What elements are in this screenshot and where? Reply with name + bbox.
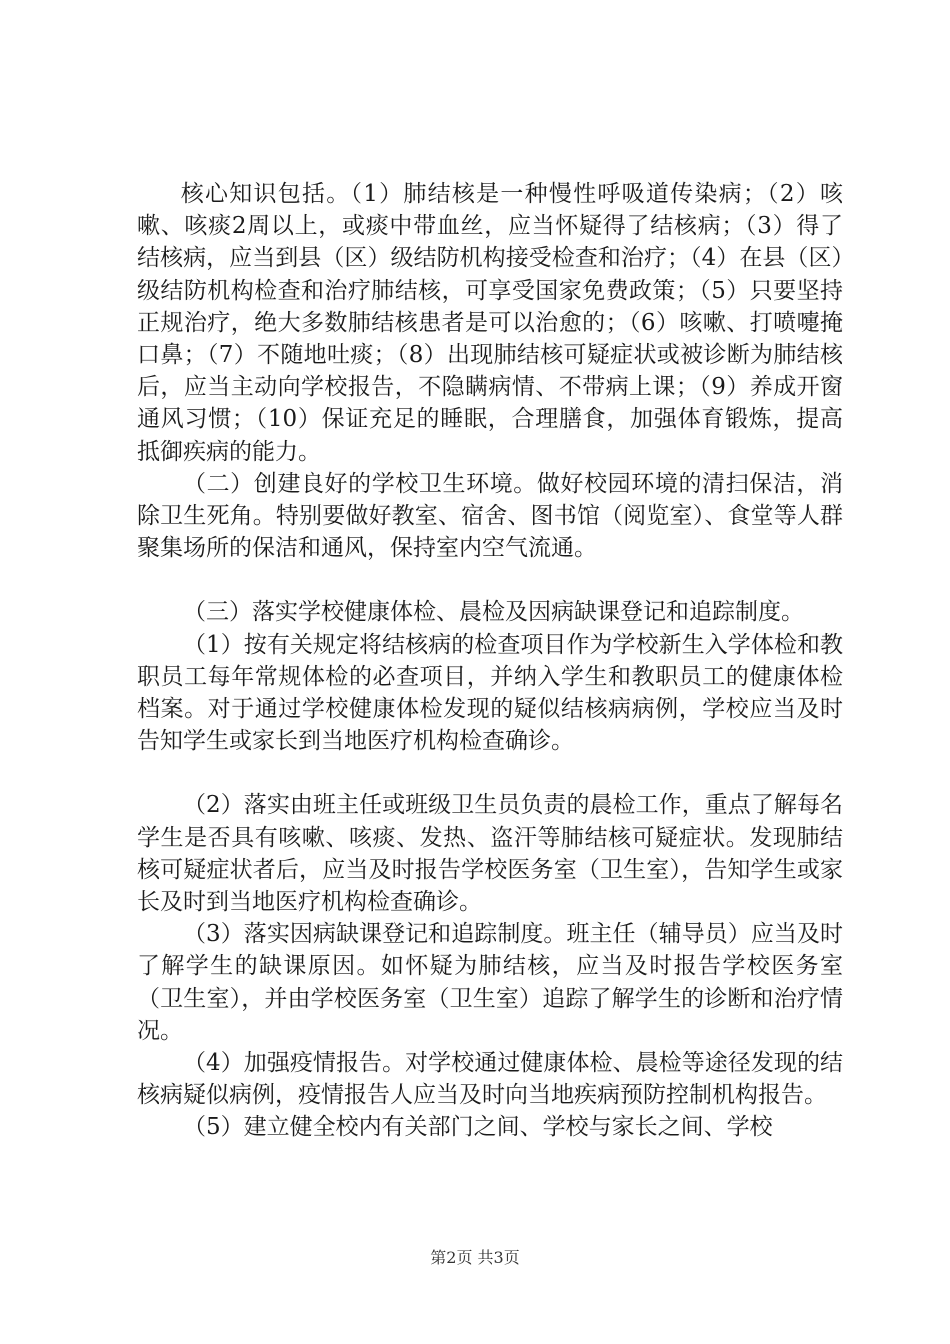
paragraph-item-3: （3）落实因病缺课登记和追踪制度。班主任（辅导员）应当及时了解学生的缺课原因。如怀疑为肺结核，应当及时报告学校医务室（卫生室），并由学校医务室（卫生室）追踪了解学生的诊断和治疗情况。 (137, 921, 843, 1044)
document-body (137, 178, 843, 1144)
paragraph-item-1: （1）按有关规定将结核病的检查项目作为学校新生入学体检和教职员工每年常规体检的必查项目，并纳入学生和教职员工的健康体检档案。对于通过学校健康体检发现的疑似结核病病例，学校应当及时告知学生或家长到当地医疗机构检查确诊。 (137, 631, 843, 755)
paragraph-school-environment: （二）创建良好的学校卫生环境。做好校园环境的清扫保洁，消除卫生死角。特别要做好教室、宿舍、图书馆（阅览室）、食堂等人群聚集场所的保洁和通风，保持室内空气流通。 (137, 470, 843, 562)
paragraph-health-check-heading: （三）落实学校健康体检、晨检及因病缺课登记和追踪制度。 (183, 599, 804, 626)
paragraph-item-2: （2）落实由班主任或班级卫生员负责的晨检工作，重点了解每名学生是否具有咳嗽、咳痰、发热、盗汗等肺结核可疑症状。发现肺结核可疑症状者后，应当及时报告学校医务室（卫生室），告知学生或家长及时到当地医疗机构检查确诊。 (137, 792, 843, 916)
page-number-footer: 第2页 共3页 (430, 1248, 520, 1267)
paragraph-item-5: （5）建立健全校内有关部门之间、学校与家长之间、学校 (183, 1114, 773, 1141)
paragraph-core-knowledge: 核心知识包括。（1）肺结核是一种慢性呼吸道传染病；（2）咳嗽、咳痰2周以上，或痰中带血丝，应当怀疑得了结核病；（3）得了结核病，应当到县（区）级结防机构接受检查和治疗；（4）在县（区）级结防机构检查和治疗肺结核，可享受国家免费政策；（5）只要坚持正规治疗，绝大多数肺结核患者是可以治愈的；（6）咳嗽、打喷嚏掩口鼻；（7）不随地吐痰；（8）出现肺结核可疑症状或被诊断为肺结核后，应当主动向学校报告，不隐瞒病情、不带病上课；（9）养成开窗通风习惯；（10）保证充足的睡眠，合理膳食，加强体育锻炼，提高抵御疾病的能力。 (137, 181, 843, 465)
paragraph-item-4: （4）加强疫情报告。对学校通过健康体检、晨检等途径发现的结核病疑似病例，疫情报告人应当及时向当地疾病预防控制机构报告。 (137, 1050, 843, 1109)
